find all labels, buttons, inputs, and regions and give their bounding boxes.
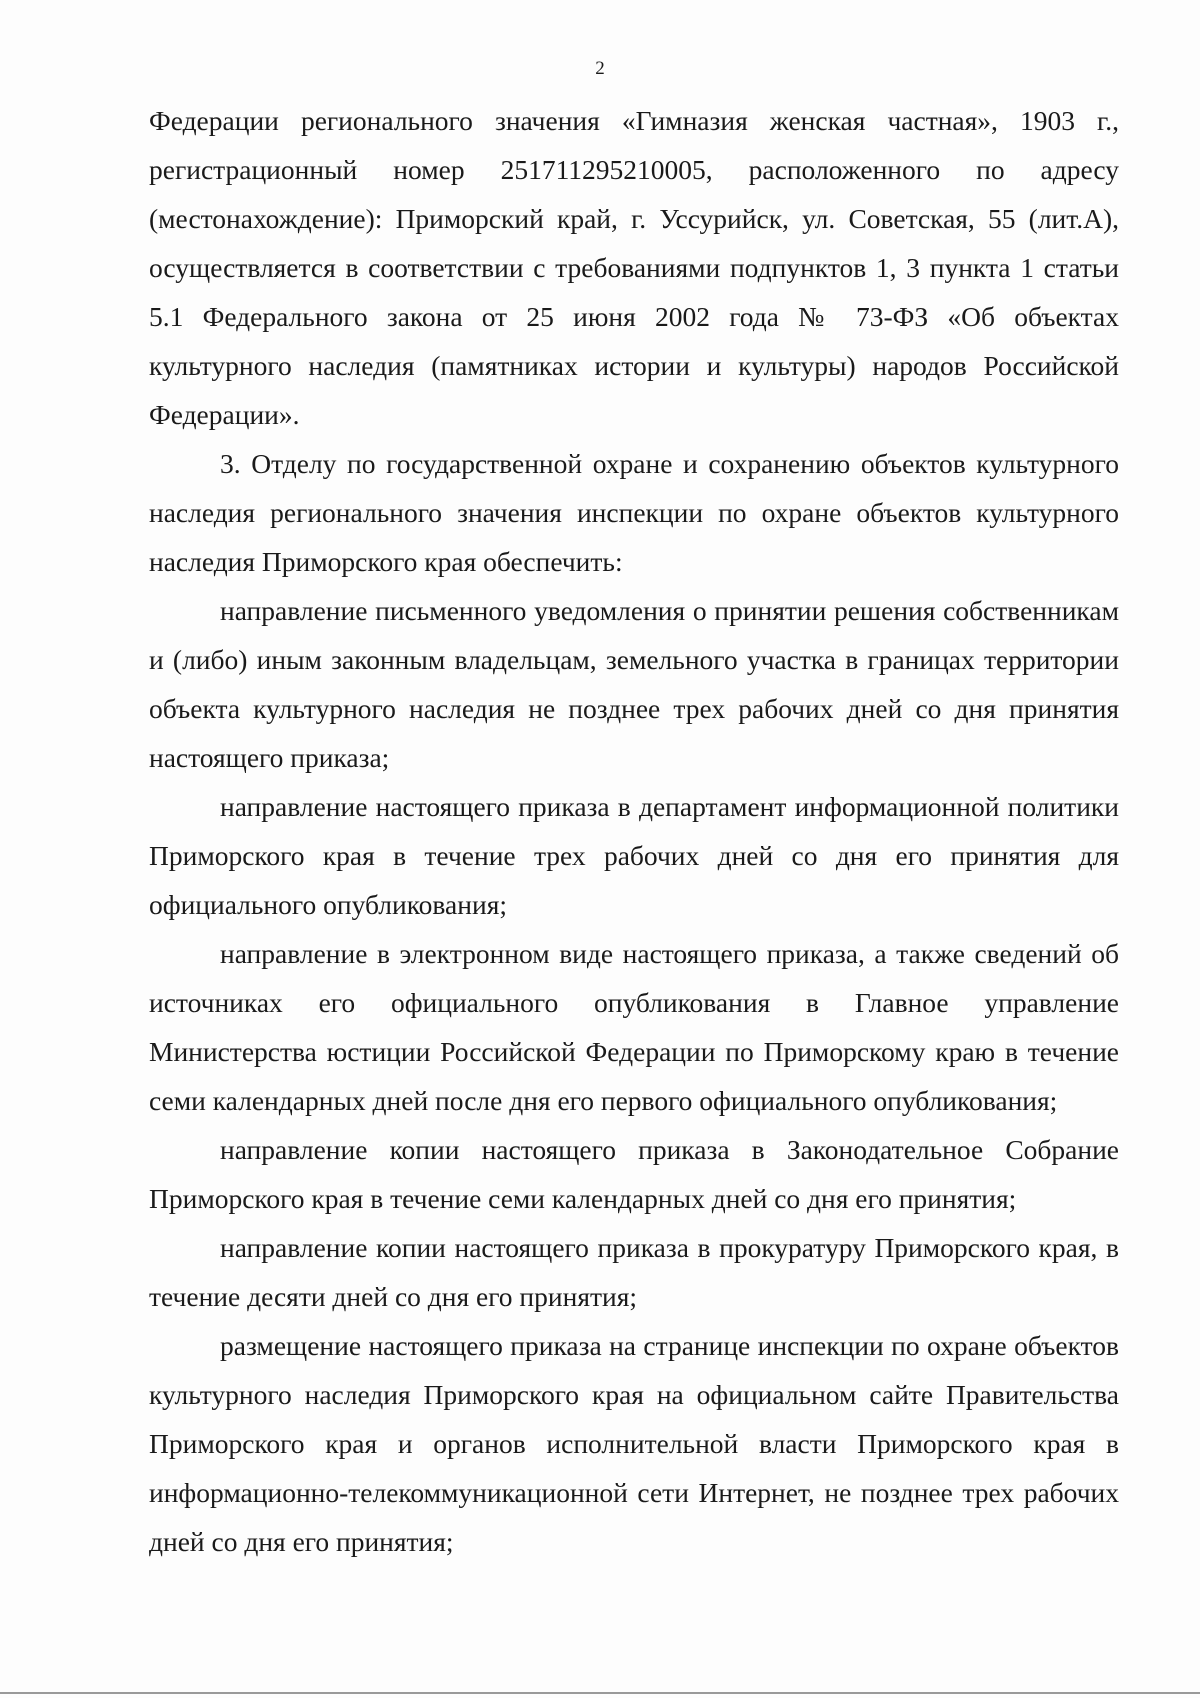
paragraph-info-policy: направление настоящего приказа в департамент информационной политики Приморского края в течение трех рабочих дней со дня его принятия для официального опубликования;: [149, 791, 1119, 920]
document-body: [149, 96, 1119, 1566]
paragraph-notice-owners: направление письменного уведомления о принятии решения собственникам и (либо) иным законным владельцам, земельного участка в границах территории объекта культурного наследия не позднее трех рабочих дней со дня принятия настоящего приказа;: [149, 595, 1119, 773]
paragraph-prosecutor: направление копии настоящего приказа в прокуратуру Приморского края, в течение десяти дней со дня его принятия;: [149, 1232, 1119, 1312]
paragraph-ministry-justice: направление в электронном виде настоящего приказа, а также сведений об источниках его официального опубликования в Главное управление Министерства юстиции Российской Федерации по Приморскому краю в течение семи календарных дней после дня его первого официального опубликования;: [149, 938, 1119, 1116]
paragraph-continuation: Федерации регионального значения «Гимназия женская частная», 1903 г., регистрационный номер 251711295210005, расположенного по адресу (местонахождение): Приморский край, г. Уссурийск, ул. Советская, 55 (лит.А), осуществляется в соответствии с требованиями подпунктов 1, 3 пункта 1 статьи 5.1 Федерального закона от 25 июня 2002 года № 73-ФЗ «Об объектах культурного наследия (памятниках истории и культуры) народов Российской Федерации».: [149, 105, 1119, 430]
paragraph-legislative-assembly: направление копии настоящего приказа в Законодательное Собрание Приморского края в течение семи календарных дней со дня его принятия;: [149, 1134, 1119, 1214]
page-number: 2: [595, 58, 605, 79]
page-bottom-divider: [0, 1692, 1200, 1694]
paragraph-website: размещение настоящего приказа на странице инспекции по охране объектов культурного наследия Приморского края на официальном сайте Правительства Приморского края и органов исполнительной власти Приморского края в информационно-телекоммуникационной сети Интернет, не позднее трех рабочих дней со дня его принятия;: [149, 1330, 1119, 1557]
paragraph-item-3: 3. Отделу по государственной охране и сохранению объектов культурного наследия регионального значения инспекции по охране объектов культурного наследия Приморского края обеспечить:: [149, 448, 1119, 577]
